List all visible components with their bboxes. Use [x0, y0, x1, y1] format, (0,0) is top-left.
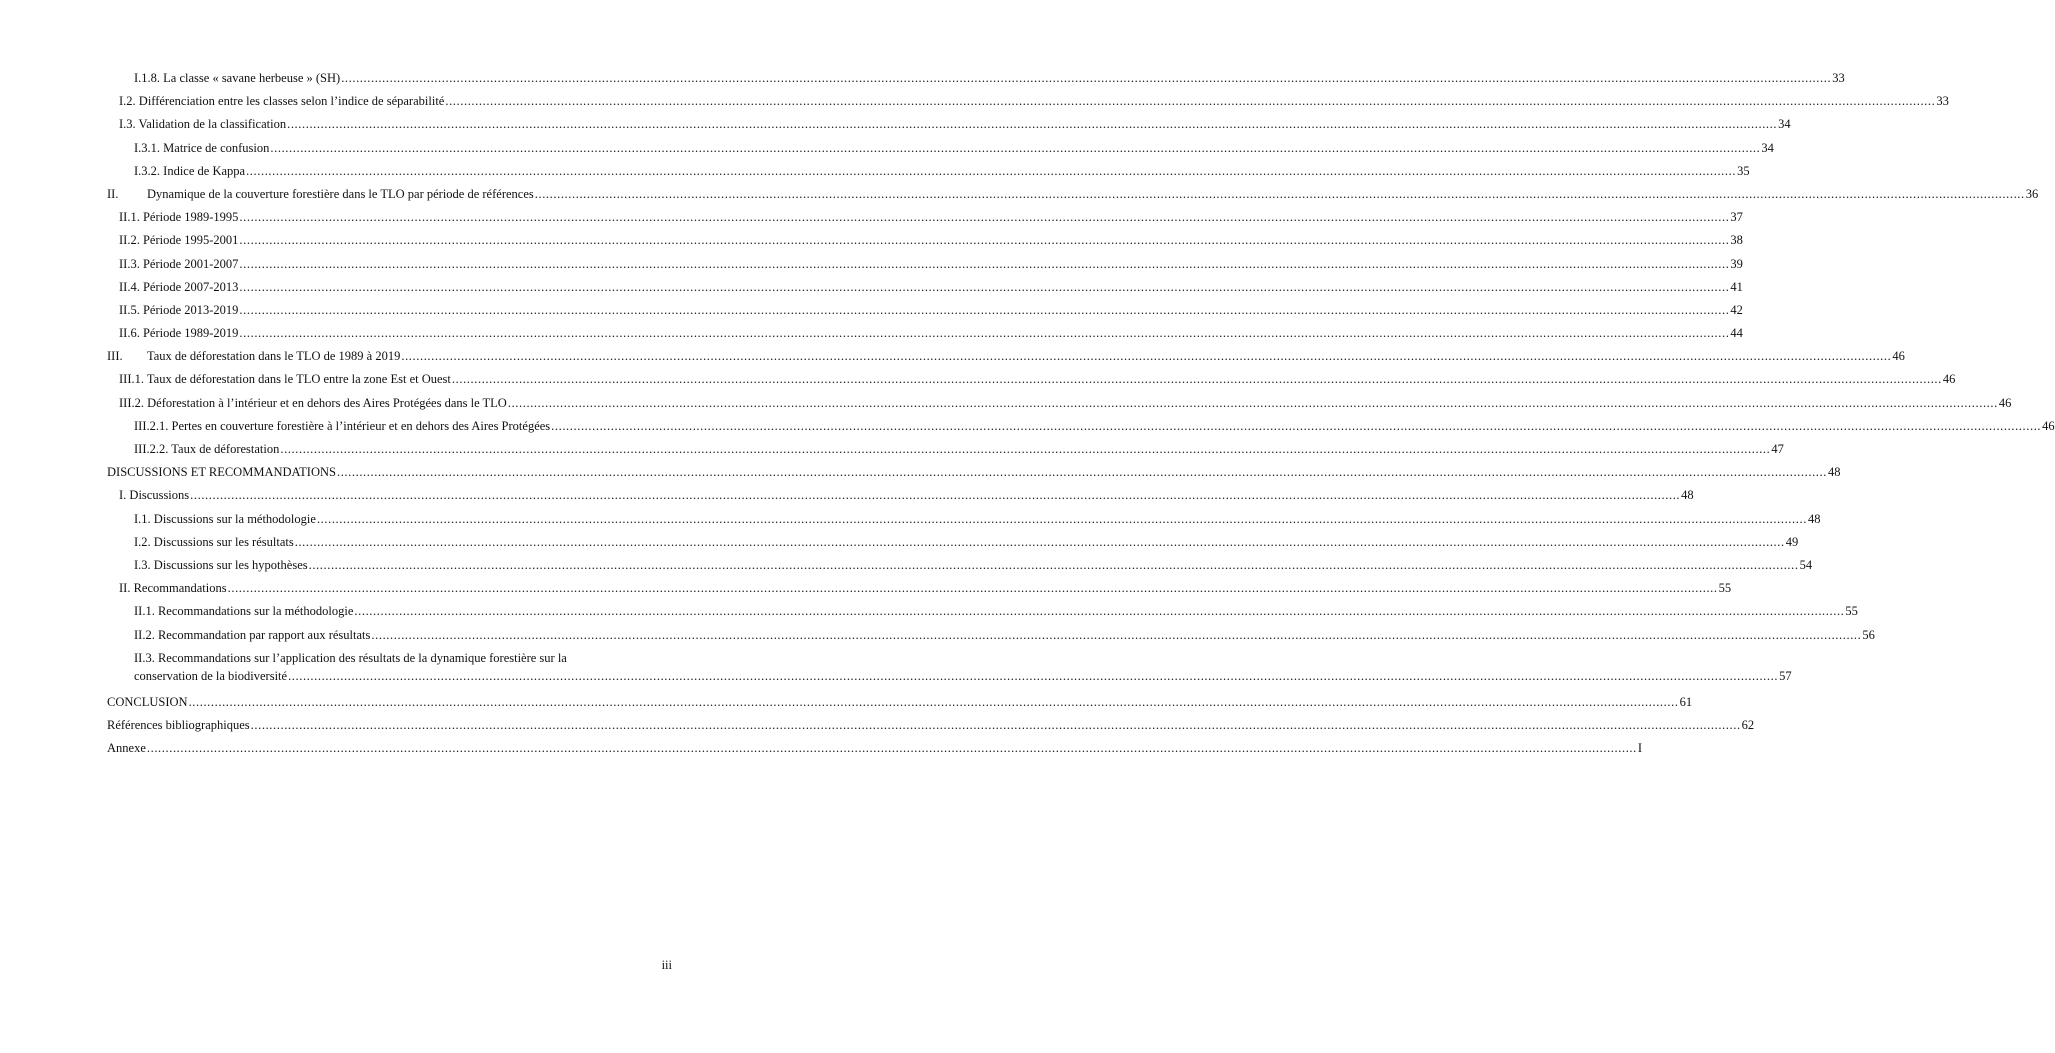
toc-entry-title: I.3. Validation de la classification [119, 117, 287, 132]
toc-entry[interactable] [0, 232, 1743, 255]
toc-entry-page: 35 [1737, 163, 1750, 178]
toc-entry[interactable] [0, 441, 1784, 464]
dot-leader: ................................................................................................................................................................................................................................................................................................................................................................................................................ [451, 372, 1942, 387]
toc-entry-page: 46 [2042, 418, 2055, 433]
toc-entry-page: 47 [1771, 442, 1784, 456]
dot-leader: ................................................................................................................................................................................................................................................................................................................................................................................................................ [288, 668, 1779, 683]
toc-entry-title: II.6. Période 1989-2019 [119, 326, 239, 341]
toc-entry-page: 46 [1998, 395, 2012, 410]
toc-entry[interactable] [0, 650, 1792, 694]
dot-leader: ................................................................................................................................................................................................................................................................................................................................................................................................................ [294, 534, 1785, 549]
toc-entry-title: DISCUSSIONS ET RECOMMANDATIONS [107, 465, 336, 480]
toc-entry-page: 39 [1730, 256, 1743, 271]
toc-entry[interactable] [0, 464, 1841, 487]
toc-entry-page: 48 [1681, 488, 1694, 503]
dot-leader: ................................................................................................................................................................................................................................................................................................................................................................................................................ [239, 210, 1730, 225]
toc-entry-number: III. [107, 349, 123, 364]
toc-entry-title: I. Discussions [119, 488, 190, 503]
dot-leader: ................................................................................................................................................................................................................................................................................................................................................................................................................ [445, 94, 1936, 109]
toc-entry-page: 54 [1799, 557, 1813, 572]
toc-entry-title: I.1.8. La classe « savane herbeuse » (SH) [134, 71, 341, 85]
toc-entry-title: III.2.2. Taux de déforestation [134, 442, 280, 456]
toc-entry-page: 46 [1942, 372, 1956, 387]
toc-entry-title: III.2. Déforestation à l’intérieur et en dehors des Aires Protégées dans le TLO [119, 395, 507, 410]
dot-leader: ................................................................................................................................................................................................................................................................................................................................................................................................................ [401, 349, 1892, 364]
toc-entry-page: 57 [1779, 668, 1792, 683]
toc-entry-title: II.2. Recommandation par rapport aux résultats [134, 627, 371, 642]
toc-entry[interactable] [0, 627, 1875, 650]
toc-entry-title: Références bibliographiques [107, 717, 250, 732]
dot-leader: ................................................................................................................................................................................................................................................................................................................................................................................................................ [341, 71, 1832, 85]
dot-leader: ................................................................................................................................................................................................................................................................................................................................................................................................................ [239, 233, 1730, 248]
toc-entry-title: III.2.1. Pertes en couverture forestière à l’intérieur et en dehors des Aires Protégées [134, 418, 551, 433]
toc-entry[interactable] [0, 302, 1743, 325]
toc-entry-page: 34 [1761, 140, 1774, 155]
toc-entry[interactable] [0, 163, 1750, 186]
dot-leader: ................................................................................................................................................................................................................................................................................................................................................................................................................ [146, 741, 1637, 756]
toc-entry-title: I.3. Discussions sur les hypothèses [134, 557, 308, 572]
toc-entry[interactable] [0, 603, 1858, 626]
toc-entry[interactable] [0, 116, 1791, 139]
toc-entry-title-continued: conservation de la biodiversité [134, 668, 288, 683]
toc-entry-title: II.1. Période 1989-1995 [119, 210, 239, 225]
dot-leader: ................................................................................................................................................................................................................................................................................................................................................................................................................ [507, 395, 1998, 410]
toc-entry-title: II. Recommandations [119, 581, 227, 596]
toc-entry-title: Taux de déforestation dans le TLO de 1989 à 2019 [147, 349, 401, 364]
toc-entry[interactable] [0, 580, 1732, 603]
toc-entry-title: II.1. Recommandations sur la méthodologie [134, 604, 354, 619]
toc-entry[interactable] [0, 717, 1755, 740]
toc-entry-title: I.2. Discussions sur les résultats [134, 534, 294, 549]
dot-leader: ................................................................................................................................................................................................................................................................................................................................................................................................................ [551, 418, 2042, 433]
dot-leader: ................................................................................................................................................................................................................................................................................................................................................................................................................ [287, 117, 1778, 132]
toc-entry-page: 55 [1845, 604, 1858, 619]
toc-entry-title: II.5. Période 2013-2019 [119, 302, 239, 317]
table-of-contents [0, 70, 2055, 763]
dot-leader: ................................................................................................................................................................................................................................................................................................................................................................................................................ [239, 326, 1730, 341]
toc-entry[interactable] [0, 694, 1693, 717]
toc-entry-title: III.1. Taux de déforestation dans le TLO entre la zone Est et Ouest [119, 372, 451, 387]
toc-entry-page: 44 [1730, 326, 1743, 341]
toc-entry[interactable] [0, 371, 1956, 394]
toc-entry-page: 56 [1862, 627, 1875, 642]
dot-leader: ................................................................................................................................................................................................................................................................................................................................................................................................................ [371, 627, 1862, 642]
dot-leader: ................................................................................................................................................................................................................................................................................................................................................................................................................ [250, 717, 1741, 732]
toc-entry-page: 62 [1741, 717, 1755, 732]
toc-entry-title: II.4. Période 2007-2013 [119, 279, 239, 294]
toc-entry-page: 36 [2025, 186, 2039, 201]
toc-entry[interactable] [0, 740, 1643, 763]
toc-entry[interactable] [0, 487, 1694, 510]
dot-leader: ................................................................................................................................................................................................................................................................................................................................................................................................................ [336, 465, 1827, 480]
toc-entry-page: 33 [1936, 94, 1949, 109]
toc-entry[interactable] [0, 209, 1743, 232]
toc-entry-title: I.3.1. Matrice de confusion [134, 140, 270, 155]
dot-leader: ................................................................................................................................................................................................................................................................................................................................................................................................................ [188, 694, 1679, 709]
dot-leader: ................................................................................................................................................................................................................................................................................................................................................................................................................ [227, 581, 1718, 596]
toc-entry-title: CONCLUSION [107, 694, 188, 709]
dot-leader: ................................................................................................................................................................................................................................................................................................................................................................................................................ [280, 442, 1771, 456]
toc-entry-number: II. [107, 186, 119, 201]
toc-entry[interactable] [0, 279, 1743, 302]
toc-entry-page: 34 [1778, 117, 1791, 132]
toc-entry-page: 37 [1730, 210, 1743, 225]
toc-entry-title: Dynamique de la couverture forestière dans le TLO par période de références [147, 186, 534, 201]
toc-entry[interactable] [0, 325, 1743, 348]
toc-entry-title: I.3.2. Indice de Kappa [134, 163, 246, 178]
dot-leader: ................................................................................................................................................................................................................................................................................................................................................................................................................ [239, 256, 1730, 271]
dot-leader: ................................................................................................................................................................................................................................................................................................................................................................................................................ [308, 557, 1799, 572]
toc-entry-title: II.3. Recommandations sur l’application des résultats de la dynamique forestière sur la [134, 650, 567, 665]
toc-entry[interactable] [0, 348, 1905, 371]
toc-entry[interactable] [0, 534, 1799, 557]
toc-entry-page: 46 [1892, 349, 1905, 364]
dot-leader: ................................................................................................................................................................................................................................................................................................................................................................................................................ [239, 279, 1730, 294]
dot-leader: ................................................................................................................................................................................................................................................................................................................................................................................................................ [534, 186, 2025, 201]
dot-leader: ................................................................................................................................................................................................................................................................................................................................................................................................................ [354, 604, 1845, 619]
dot-leader: ................................................................................................................................................................................................................................................................................................................................................................................................................ [246, 163, 1737, 178]
toc-entry-page: 55 [1718, 581, 1732, 596]
dot-leader: ................................................................................................................................................................................................................................................................................................................................................................................................................ [270, 140, 1761, 155]
toc-entry[interactable] [0, 557, 1813, 580]
toc-entry-page: I [1637, 741, 1643, 756]
dot-leader: ................................................................................................................................................................................................................................................................................................................................................................................................................ [190, 488, 1681, 503]
toc-entry-page: 38 [1730, 233, 1743, 248]
toc-entry-page: 33 [1832, 71, 1845, 85]
toc-entry-title: II.2. Période 1995-2001 [119, 233, 239, 248]
toc-entry[interactable] [0, 395, 2012, 418]
toc-entry-title: I.2. Différenciation entre les classes selon l’indice de séparabilité [119, 94, 445, 109]
page-number: iii [661, 958, 672, 972]
toc-entry-title: Annexe [107, 741, 146, 756]
toc-entry-page: 49 [1785, 534, 1799, 549]
toc-entry[interactable] [0, 140, 1774, 163]
toc-entry-page: 61 [1679, 694, 1693, 709]
toc-entry-page: 48 [1827, 465, 1841, 480]
toc-entry[interactable] [0, 186, 2039, 209]
toc-entry-page: 42 [1730, 302, 1743, 317]
dot-leader: ................................................................................................................................................................................................................................................................................................................................................................................................................ [239, 302, 1730, 317]
toc-entry[interactable] [0, 418, 2055, 441]
toc-entry-title: II.3. Période 2001-2007 [119, 256, 239, 271]
toc-entry[interactable] [0, 256, 1743, 279]
toc-entry-title: I.1. Discussions sur la méthodologie [134, 511, 316, 526]
toc-entry-page: 48 [1807, 511, 1821, 526]
toc-entry[interactable] [0, 70, 1845, 93]
toc-entry[interactable] [0, 93, 1949, 116]
toc-entry-page: 41 [1730, 279, 1743, 294]
dot-leader: ................................................................................................................................................................................................................................................................................................................................................................................................................ [316, 511, 1807, 526]
toc-entry[interactable] [0, 511, 1821, 534]
